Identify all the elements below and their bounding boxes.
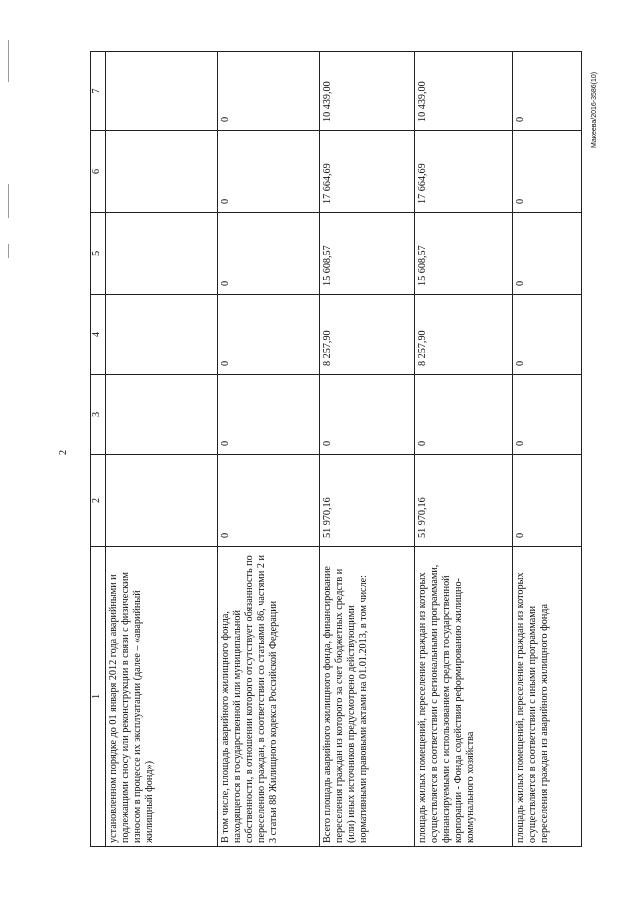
- table-cell: 0: [513, 455, 582, 547]
- margin-mark-low: [8, 244, 9, 258]
- column-header: 5: [91, 213, 106, 295]
- table-cell: 8 257,90: [320, 295, 415, 375]
- margin-mark-top: [8, 40, 9, 82]
- table-cell: 0: [218, 213, 320, 295]
- header-row: [91, 52, 106, 847]
- table-cell: 0: [218, 455, 320, 547]
- table-cell: 0: [513, 131, 582, 213]
- page-number: 2: [58, 450, 69, 455]
- table-cell: 0: [320, 375, 415, 455]
- document-id: Макеева/2016-3586(10): [591, 71, 598, 148]
- table-cell: 8 257,90: [415, 295, 513, 375]
- table-cell: [106, 455, 218, 547]
- row-label: В том числе, площадь аварийного жилищного фонда, находящегося в государственной или муниципальной собственности, в отношении которого отсутствует обязанность по переселению граждан, в соответствии со статьями 86, частями 2 и 3 статьи 88 Жилищного кодекса Российской Федерации: [218, 547, 320, 847]
- table-container: [90, 52, 580, 847]
- table-cell: [106, 52, 218, 131]
- table-cell: 0: [513, 375, 582, 455]
- column-header: 2: [91, 455, 106, 547]
- table-cell: 15 608,57: [320, 213, 415, 295]
- table-cell: 0: [415, 375, 513, 455]
- table-row: [320, 52, 415, 847]
- table-cell: 0: [513, 295, 582, 375]
- table-row: [513, 52, 582, 847]
- data-table: [90, 51, 582, 847]
- table-cell: 51 970,16: [320, 455, 415, 547]
- column-header: 1: [91, 547, 106, 847]
- table-cell: 15 608,57: [415, 213, 513, 295]
- table-cell: 0: [218, 52, 320, 131]
- table-row: [415, 52, 513, 847]
- table-cell: 10 439,00: [415, 52, 513, 131]
- column-header: 4: [91, 295, 106, 375]
- table-cell: 0: [218, 131, 320, 213]
- table-cell: [106, 131, 218, 213]
- row-label: площадь жилых помещений, переселение граждан из которых осуществляется в соответствии с региональными программами, финансируемыми с использованием средств государственной корпорации - Фонда содействия реформированию жилищно-коммунального хозяйства: [415, 547, 513, 847]
- table-cell: 0: [218, 295, 320, 375]
- row-label: площадь жилых помещений, переселение граждан из которых осуществляется в соответствии с иными программами переселения граждан из аварийного жилищного фонда: [513, 547, 582, 847]
- column-header: 6: [91, 131, 106, 213]
- table-cell: 0: [513, 52, 582, 131]
- table-cell: [106, 375, 218, 455]
- row-label: установленном порядке до 01 января 2012 года аварийными и подлежащими сносу или реконструкции в связи с физическим износом в процессе их эксплуатации (далее – «аварийный жилищный фонд»): [106, 547, 218, 847]
- table-cell: [106, 213, 218, 295]
- table-cell: 17 664,69: [415, 131, 513, 213]
- table-row: [218, 52, 320, 847]
- column-header: 3: [91, 375, 106, 455]
- table-cell: 51 970,16: [415, 455, 513, 547]
- table-cell: 0: [513, 213, 582, 295]
- table-cell: [106, 295, 218, 375]
- column-header: 7: [91, 52, 106, 131]
- margin-mark-mid: [8, 184, 9, 218]
- table-cell: 0: [218, 375, 320, 455]
- table-cell: 17 664,69: [320, 131, 415, 213]
- table-cell: 10 439,00: [320, 52, 415, 131]
- table-row: [106, 52, 218, 847]
- row-label: Всего площадь аварийного жилищного фонда, финансирование переселения граждан из которого за счет бюджетных средств и (или) иных источников предусмотрено действующими нормативными правовыми актами на 01.01.2013, в том числе:: [320, 547, 415, 847]
